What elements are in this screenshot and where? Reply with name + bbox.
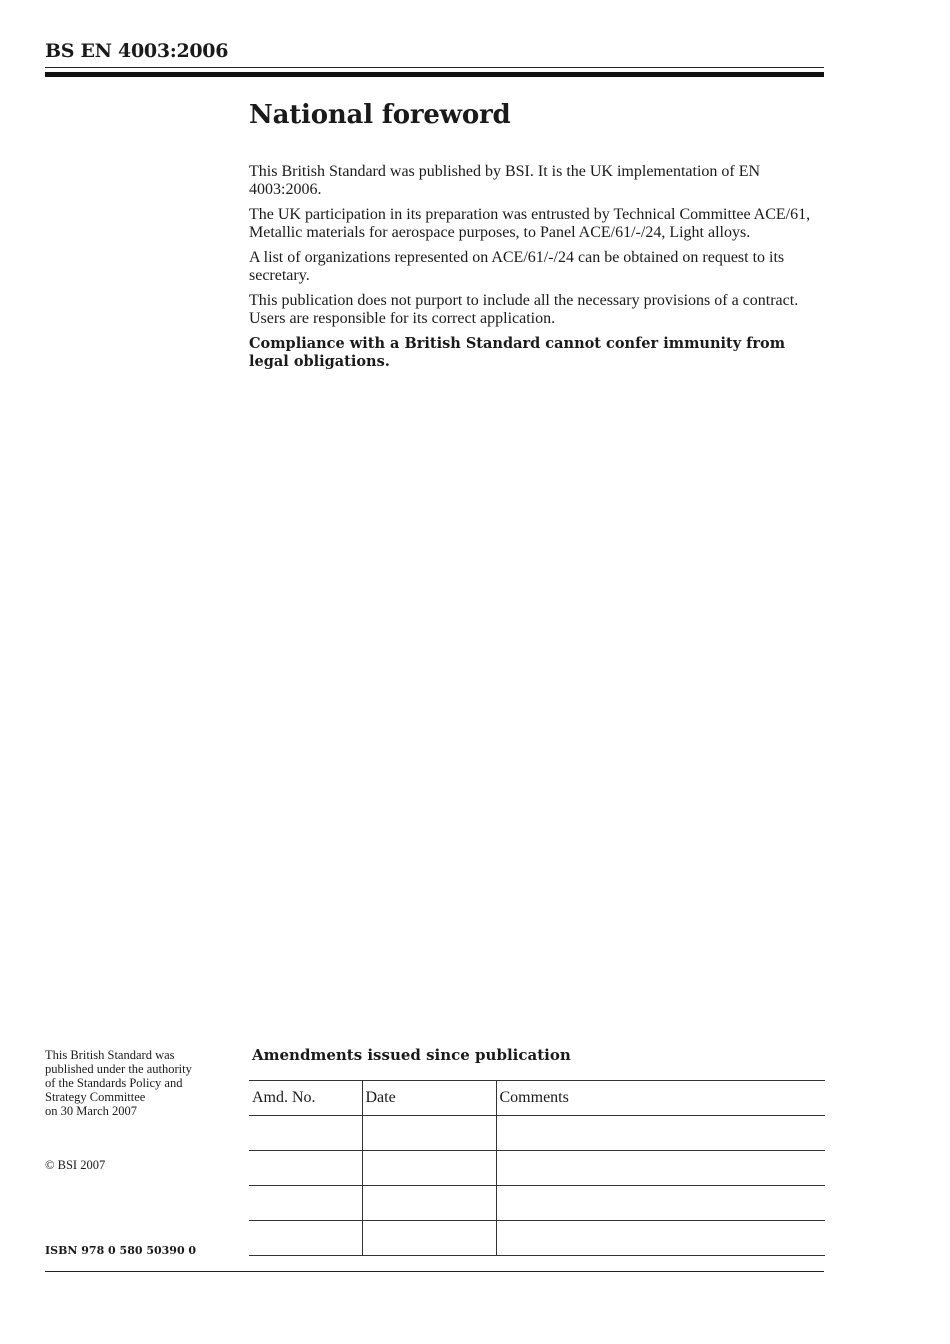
paragraph-organizations: A list of organizations represented on ACE/61/-/24 can be obtained on request to its secretary. [249,249,785,284]
table-row [249,1151,825,1186]
table-cell [496,1116,825,1151]
table-row [249,1221,825,1256]
amendments-title: Amendments issued since publication [252,1046,571,1064]
table-cell [362,1116,496,1151]
note-line: of the Standards Policy and [45,1076,183,1090]
table-cell [362,1151,496,1186]
amendments-table [249,1080,825,1256]
table-cell [249,1221,362,1256]
document-code: BS EN 4003:2006 [45,40,229,62]
header-amd-no: Amd. No. [249,1081,362,1116]
table-cell [496,1151,825,1186]
note-line: This British Standard was [45,1048,175,1062]
paragraph-publication: This British Standard was published by BSI. It is the UK implementation of EN 4003:2006. [249,163,761,198]
isbn: ISBN 978 0 580 50390 0 [45,1244,197,1257]
footer-rule [45,1271,824,1272]
foreword-body [249,163,825,378]
table-row [249,1116,825,1151]
paragraph-participation: The UK participation in its preparation was entrusted by Technical Committee ACE/61, Metallic materials for aerospace purposes, to Panel ACE/61/-/24, Light alloys. [249,206,811,241]
header-date: Date [362,1081,496,1116]
table-cell [496,1186,825,1221]
note-line: published under the authority [45,1062,192,1076]
table-row [249,1186,825,1221]
header-comments: Comments [496,1081,825,1116]
table-cell [249,1116,362,1151]
table-cell [496,1221,825,1256]
page-title: National foreword [249,100,511,130]
header-rule-thick [45,72,824,77]
table-cell [362,1221,496,1256]
compliance-note: Compliance with a British Standard cannot confer immunity from legal obligations. [249,335,786,370]
table-cell [249,1151,362,1186]
table-cell [362,1186,496,1221]
copyright: © BSI 2007 [45,1158,106,1172]
table-cell [249,1186,362,1221]
note-line: Strategy Committee [45,1090,146,1104]
amendments-header-row [249,1081,825,1116]
header-rule-thin [45,67,824,68]
note-line: on 30 March 2007 [45,1104,137,1118]
publication-authority-note [45,1048,235,1118]
paragraph-provisions: This publication does not purport to include all the necessary provisions of a contract. Users are responsible for its correct application. [249,292,799,327]
